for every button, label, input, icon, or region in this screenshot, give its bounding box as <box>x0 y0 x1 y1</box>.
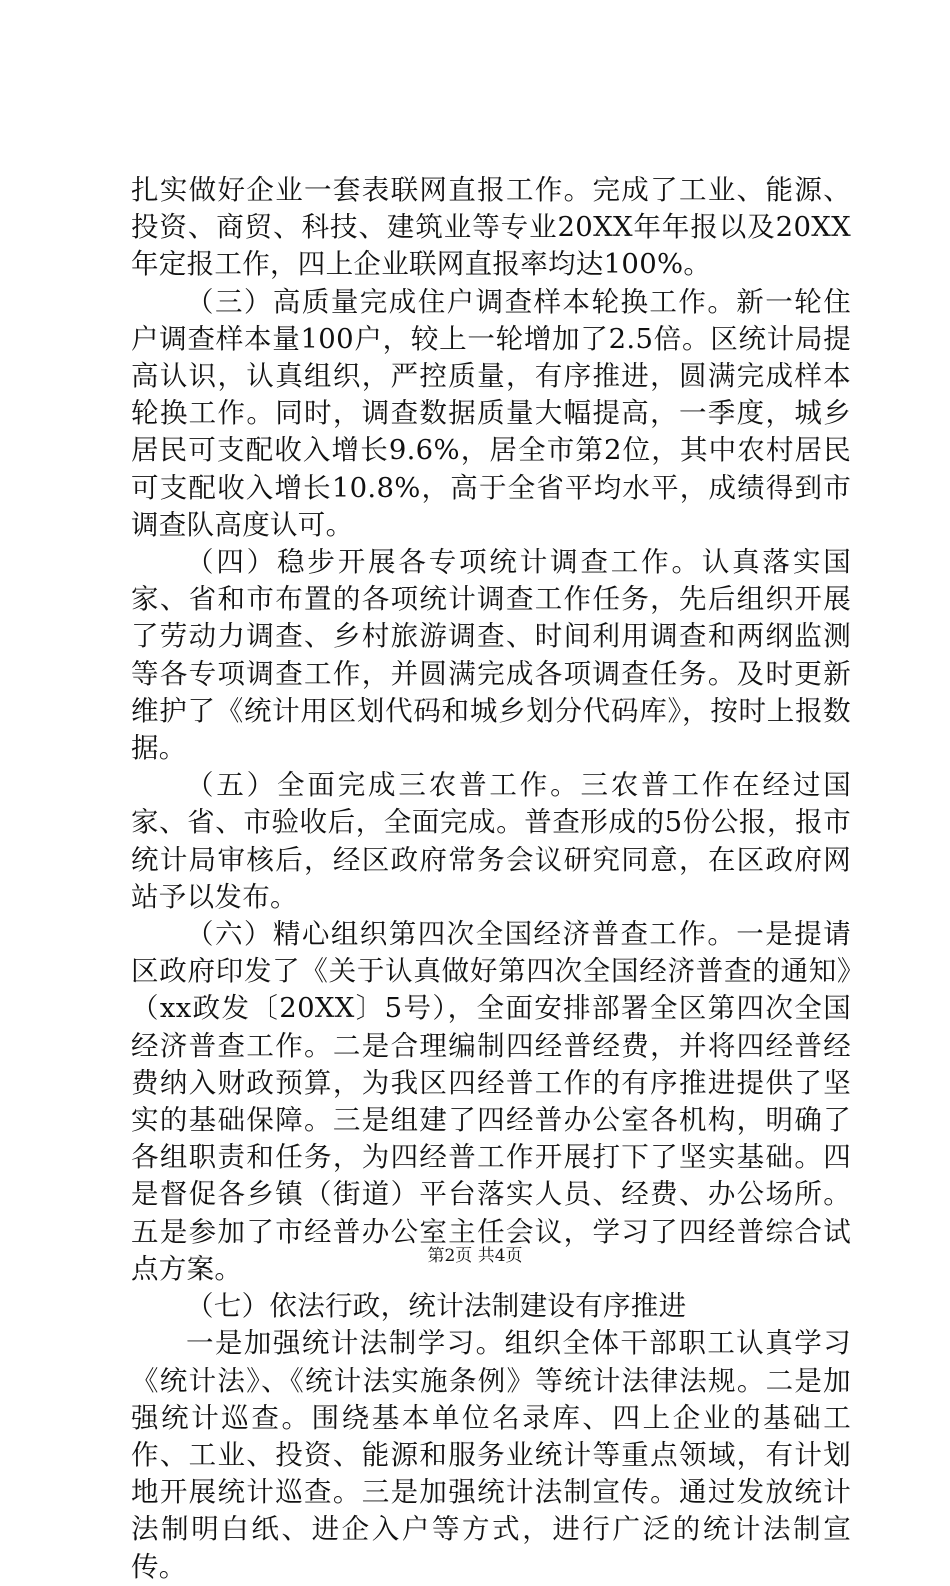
paragraph-heading-rule-of-law: （七）依法行政，统计法制建设有序推进 <box>186 1290 687 1323</box>
page-number-footer: 第2页 共4页 <box>427 1246 523 1266</box>
paragraph-economic-census: （六）精心组织第四次全国经济普查工作。一是提请区政府印发了《关于认真做好第四次全国经济普查的通知》（xx政发〔20XX〕5号），全面安排部署全区第四次全国经济普查工作。二是合理编制四经普经费，并将四经普经费纳入财政预算，为我区四经普工作的有序推进提供了坚实的基础保障。三是组建了四经普办公室各机构，明确了各组职责和任务，为四经普工作开展打下了坚实基础。四是督促各乡镇（街道）平台落实人员、经费、办公场所。五是参加了市经普办公室主任会议，学习了四经普综合试点方案。 <box>131 918 851 1285</box>
paragraph-special-surveys: （四）稳步开展各专项统计调查工作。认真落实国家、省和市布置的各项统计调查工作任务，先后组织开展了劳动力调查、乡村旅游调查、时间利用调查和两纲监测等各专项调查工作，并圆满完成各项调查任务。及时更新维护了《统计用区划代码和城乡划分代码库》，按时上报数据。 <box>131 546 851 765</box>
paragraph-enterprise-direct-report: 扎实做好企业一套表联网直报工作。完成了工业、能源、投资、商贸、科技、建筑业等专业20XX年年报以及20XX年定报工作，四上企业联网直报率均达100%。 <box>131 174 851 281</box>
document-body <box>131 172 851 1586</box>
paragraph-statistics-law: 一是加强统计法制学习。组织全体干部职工认真学习《统计法》、《统计法实施条例》等统计法律法规。二是加强统计巡查。围绕基本单位名录库、四上企业的基础工作、工业、投资、能源和服务业统计等重点领域，有计划地开展统计巡查。三是加强统计法制宣传。通过发放统计法制明白纸、进企入户等方式，进行广泛的统计法制宣传。 <box>131 1327 851 1583</box>
paragraph-agricultural-census: （五）全面完成三农普工作。三农普工作在经过国家、省、市验收后，全面完成。普查形成的5份公报，报市统计局审核后，经区政府常务会议研究同意，在区政府网站予以发布。 <box>131 769 851 913</box>
paragraph-household-survey: （三）高质量完成住户调查样本轮换工作。新一轮住户调查样本量100户，较上一轮增加了2.5倍。区统计局提高认识，认真组织，严控质量，有序推进，圆满完成样本轮换工作。同时，调查数据质量大幅提高，一季度，城乡居民可支配收入增长9.6%，居全市第2位，其中农村居民可支配收入增长10.8%，高于全省平均水平，成绩得到市调查队高度认可。 <box>131 285 851 541</box>
